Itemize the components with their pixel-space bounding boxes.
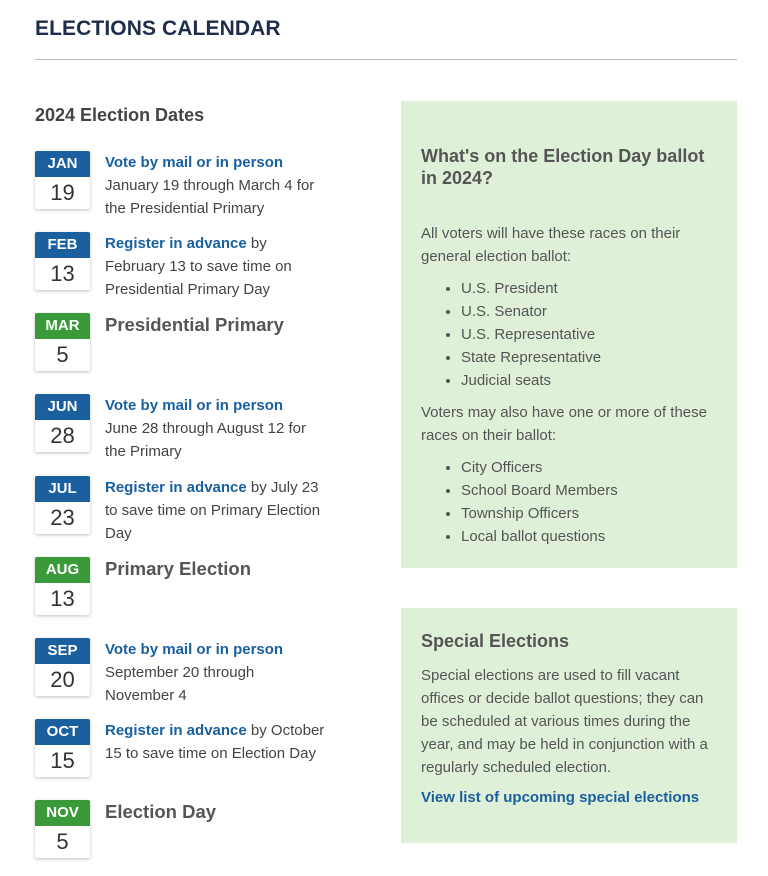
calendar-event-nov <box>35 800 335 870</box>
date-day: 28 <box>50 423 75 448</box>
event-description <box>105 719 325 765</box>
event-detail: September 20 through November 4 <box>105 664 255 704</box>
date-badge <box>35 232 90 290</box>
event-link-suffix: by <box>246 235 267 252</box>
calendar-event-jul <box>35 476 335 546</box>
date-day: 23 <box>50 505 75 530</box>
event-detail: February 13 to save time on Presidential Primary Day <box>105 258 292 298</box>
other-races-list <box>461 456 717 548</box>
list-item: • Township Officers <box>461 502 717 525</box>
date-month: JUL <box>35 476 90 502</box>
date-badge <box>35 800 90 858</box>
special-elections-link[interactable]: View list of upcoming special elections <box>421 789 700 806</box>
date-badge <box>35 719 90 777</box>
date-month: SEP <box>35 638 90 664</box>
list-item: • U.S. Senator <box>461 300 717 323</box>
date-day: 5 <box>56 342 69 367</box>
date-badge <box>35 394 90 452</box>
event-detail: July 23 to save time on Primary Election Day <box>105 479 321 542</box>
date-badge <box>35 476 90 534</box>
date-month: MAR <box>35 313 90 339</box>
event-detail: October 15 to save time on Election Day <box>105 722 325 762</box>
ballot-panel-intro: All voters will have these races on their general election ballot: <box>421 225 681 265</box>
vote-by-mail-link[interactable]: Vote by mail or in person <box>105 397 284 414</box>
register-in-advance-link[interactable]: Register in advance <box>105 479 247 496</box>
date-month: OCT <box>35 719 90 745</box>
date-day: 5 <box>56 829 69 854</box>
list-item: • Judicial seats <box>461 369 717 392</box>
date-month: FEB <box>35 232 90 258</box>
register-in-advance-link[interactable]: Register in advance <box>105 722 247 739</box>
general-races-list <box>461 277 717 392</box>
event-title: Election Day <box>105 801 217 822</box>
date-month: NOV <box>35 800 90 826</box>
calendar-event-jan <box>35 151 335 221</box>
calendar-event-feb <box>35 232 335 302</box>
list-item: • U.S. President <box>461 277 717 300</box>
special-panel-heading: Special Elections <box>421 631 570 651</box>
date-badge <box>35 151 90 209</box>
event-detail: June 28 through August 12 for the Primary <box>105 420 306 460</box>
date-day: 19 <box>50 180 75 205</box>
page-title: ELECTIONS CALENDAR <box>35 17 281 40</box>
ballot-panel-intro-2: Voters may also have one or more of these races on their ballot: <box>421 404 707 444</box>
title-divider <box>35 59 737 60</box>
list-item: • School Board Members <box>461 479 717 502</box>
event-link-suffix: by <box>246 722 267 739</box>
special-panel-body: Special elections are used to fill vacant offices or decide ballot questions; they can be scheduled at various times during the year, and may be held in conjunction with a regularly scheduled election. <box>421 667 708 776</box>
date-badge <box>35 638 90 696</box>
register-in-advance-link[interactable]: Register in advance <box>105 235 247 252</box>
section-heading: 2024 Election Dates <box>35 105 205 125</box>
calendar-event-aug <box>35 557 335 627</box>
list-item: • Local ballot questions <box>461 525 717 548</box>
vote-by-mail-link[interactable]: Vote by mail or in person <box>105 154 284 171</box>
date-month: JAN <box>35 151 90 177</box>
ballot-info-panel <box>401 101 737 568</box>
list-item: • State Representative <box>461 346 717 369</box>
event-title: Primary Election <box>105 558 252 579</box>
date-day: 13 <box>50 261 75 286</box>
event-detail: January 19 through March 4 for the Presidential Primary <box>105 177 315 217</box>
calendar-event-sep <box>35 638 335 708</box>
date-badge <box>35 313 90 371</box>
calendar-event-mar <box>35 313 335 383</box>
date-month: JUN <box>35 394 90 420</box>
vote-by-mail-link[interactable]: Vote by mail or in person <box>105 641 284 658</box>
event-description <box>105 476 325 545</box>
event-link-suffix: by <box>246 479 267 496</box>
event-description <box>105 394 325 463</box>
date-day: 15 <box>50 748 75 773</box>
calendar-event-oct <box>35 719 335 789</box>
calendar-event-jun <box>35 394 335 464</box>
list-item: • U.S. Representative <box>461 323 717 346</box>
ballot-panel-heading: What's on the Election Day ballot in 2024? <box>421 146 705 188</box>
date-day: 20 <box>50 667 75 692</box>
special-elections-panel <box>401 608 737 843</box>
date-day: 13 <box>50 586 75 611</box>
date-month: AUG <box>35 557 90 583</box>
event-title: Presidential Primary <box>105 314 284 335</box>
event-description <box>105 232 325 301</box>
event-description <box>105 638 325 707</box>
event-description <box>105 151 325 220</box>
list-item: • City Officers <box>461 456 717 479</box>
date-badge <box>35 557 90 615</box>
